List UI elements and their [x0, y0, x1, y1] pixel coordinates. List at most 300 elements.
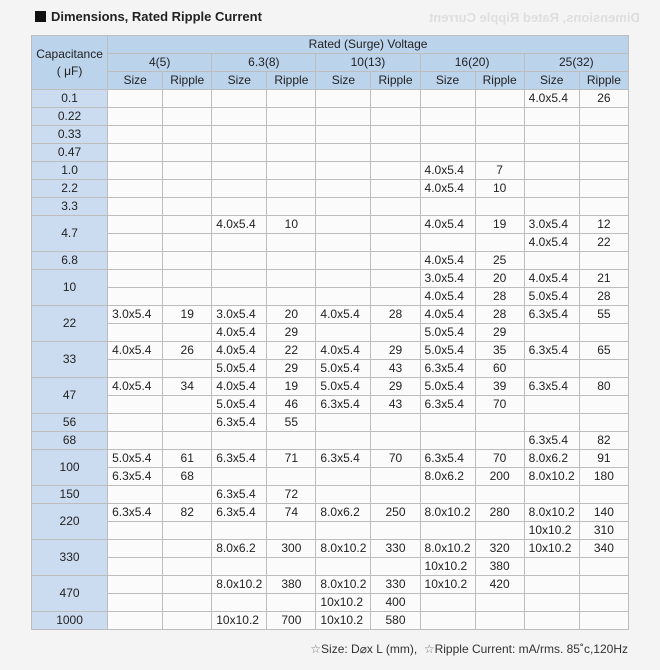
ripple-header: Ripple	[163, 72, 212, 90]
size-cell	[316, 162, 371, 180]
ripple-cell	[267, 288, 316, 306]
size-cell	[108, 360, 163, 378]
ripple-cell: 55	[267, 414, 316, 432]
size-cell: 4.0x5.4	[316, 342, 371, 360]
size-cell	[212, 162, 267, 180]
ripple-cell	[371, 144, 420, 162]
capacitance-cell: 2.2	[32, 180, 108, 198]
size-cell: 4.0x5.4	[420, 288, 475, 306]
size-cell	[524, 126, 579, 144]
size-cell	[212, 468, 267, 486]
ripple-cell	[371, 558, 420, 576]
ripple-cell	[163, 540, 212, 558]
ripple-cell: 200	[475, 468, 524, 486]
size-note: Size: D⌀x L (mm),	[321, 642, 418, 656]
ripple-cell: 140	[579, 504, 628, 522]
table-row	[32, 396, 629, 414]
size-cell: 4.0x5.4	[524, 270, 579, 288]
size-cell: 5.0x5.4	[316, 378, 371, 396]
size-cell: 10x10.2	[316, 612, 371, 630]
size-cell: 3.0x5.4	[212, 306, 267, 324]
size-cell: 4.0x5.4	[316, 306, 371, 324]
ripple-cell	[267, 198, 316, 216]
ripple-cell: 180	[579, 468, 628, 486]
size-cell	[108, 288, 163, 306]
ripple-cell	[579, 324, 628, 342]
ripple-cell: 380	[267, 576, 316, 594]
ripple-cell: 82	[579, 432, 628, 450]
size-cell: 10x10.2	[316, 594, 371, 612]
ripple-cell: 61	[163, 450, 212, 468]
size-cell	[212, 90, 267, 108]
table-row	[32, 576, 629, 594]
size-cell: 4.0x5.4	[420, 180, 475, 198]
ripple-cell	[475, 234, 524, 252]
dimensions-ripple-table	[31, 35, 629, 630]
ripple-cell: 70	[475, 450, 524, 468]
size-cell	[316, 180, 371, 198]
table-row	[32, 90, 629, 108]
ripple-header: Ripple	[267, 72, 316, 90]
ripple-cell: 700	[267, 612, 316, 630]
ripple-cell	[579, 198, 628, 216]
size-cell	[212, 144, 267, 162]
ripple-cell: 28	[579, 288, 628, 306]
capacitance-cell: 330	[32, 540, 108, 576]
table-row	[32, 216, 629, 234]
size-cell	[420, 486, 475, 504]
size-cell	[316, 486, 371, 504]
ripple-cell	[579, 180, 628, 198]
ripple-cell	[163, 144, 212, 162]
size-cell	[420, 612, 475, 630]
table-row	[32, 270, 629, 288]
ripple-cell: 55	[579, 306, 628, 324]
size-cell	[524, 414, 579, 432]
ripple-cell: 29	[371, 378, 420, 396]
ripple-cell	[371, 270, 420, 288]
size-cell: 4.0x5.4	[420, 306, 475, 324]
size-cell: 3.0x5.4	[108, 306, 163, 324]
size-cell: 6.3x5.4	[212, 414, 267, 432]
ripple-cell	[163, 558, 212, 576]
rated-voltage-header: Rated (Surge) Voltage	[108, 36, 629, 54]
size-cell: 5.0x5.4	[420, 378, 475, 396]
size-cell	[524, 360, 579, 378]
ripple-cell: 340	[579, 540, 628, 558]
size-cell	[316, 90, 371, 108]
size-cell	[316, 432, 371, 450]
ripple-cell	[267, 162, 316, 180]
table-row	[32, 378, 629, 396]
size-cell	[108, 162, 163, 180]
ripple-cell	[371, 180, 420, 198]
ripple-cell	[267, 180, 316, 198]
size-cell: 8.0x6.2	[420, 468, 475, 486]
size-cell: 4.0x5.4	[420, 162, 475, 180]
size-cell	[108, 144, 163, 162]
ripple-cell	[163, 180, 212, 198]
size-cell: 6.3x5.4	[108, 504, 163, 522]
size-header: Size	[316, 72, 371, 90]
size-cell	[108, 576, 163, 594]
capacitance-cell: 220	[32, 504, 108, 540]
ripple-cell: 29	[267, 324, 316, 342]
ripple-cell: 60	[475, 360, 524, 378]
capacitance-cell: 22	[32, 306, 108, 342]
capacitance-cell: 10	[32, 270, 108, 306]
size-cell	[108, 558, 163, 576]
size-cell: 8.0x10.2	[316, 576, 371, 594]
size-cell	[524, 252, 579, 270]
ripple-cell	[163, 612, 212, 630]
size-cell	[316, 522, 371, 540]
ripple-cell	[475, 90, 524, 108]
size-cell: 6.3x5.4	[420, 396, 475, 414]
ripple-cell: 28	[475, 306, 524, 324]
size-cell	[524, 144, 579, 162]
size-cell: 6.3x5.4	[316, 396, 371, 414]
table-row	[32, 324, 629, 342]
size-cell	[420, 234, 475, 252]
ripple-cell	[371, 288, 420, 306]
size-cell	[524, 108, 579, 126]
ripple-cell	[163, 594, 212, 612]
table-row	[32, 432, 629, 450]
ripple-cell	[579, 486, 628, 504]
ripple-cell: 19	[267, 378, 316, 396]
ripple-cell	[371, 108, 420, 126]
size-cell	[212, 252, 267, 270]
ripple-cell	[267, 270, 316, 288]
ripple-cell: 68	[163, 468, 212, 486]
ripple-cell	[163, 162, 212, 180]
capacitance-cell: 3.3	[32, 198, 108, 216]
size-cell: 5.0x5.4	[420, 324, 475, 342]
ripple-cell	[163, 522, 212, 540]
ripple-cell	[267, 522, 316, 540]
ripple-cell	[475, 594, 524, 612]
table-row	[32, 342, 629, 360]
ripple-cell: 82	[163, 504, 212, 522]
ripple-header: Ripple	[371, 72, 420, 90]
ripple-cell	[163, 360, 212, 378]
size-cell	[420, 126, 475, 144]
size-cell	[316, 288, 371, 306]
ripple-cell	[163, 216, 212, 234]
size-cell	[524, 324, 579, 342]
ripple-cell	[371, 90, 420, 108]
ripple-cell: 310	[579, 522, 628, 540]
ripple-cell	[475, 612, 524, 630]
ripple-cell	[371, 522, 420, 540]
table-row	[32, 126, 629, 144]
table-row	[32, 594, 629, 612]
size-cell: 6.3x5.4	[524, 378, 579, 396]
ripple-cell: 330	[371, 576, 420, 594]
ripple-cell: 43	[371, 396, 420, 414]
ripple-cell	[371, 198, 420, 216]
ripple-cell	[163, 108, 212, 126]
size-cell: 5.0x5.4	[212, 360, 267, 378]
size-cell	[420, 594, 475, 612]
ripple-cell	[267, 144, 316, 162]
ripple-cell: 70	[371, 450, 420, 468]
capacitance-header-label: Capacitance	[36, 46, 103, 61]
size-cell	[524, 396, 579, 414]
size-cell	[212, 594, 267, 612]
ripple-cell	[371, 486, 420, 504]
table-row	[32, 306, 629, 324]
ripple-cell: 300	[267, 540, 316, 558]
size-cell: 8.0x10.2	[524, 504, 579, 522]
ripple-cell: 12	[579, 216, 628, 234]
size-cell	[108, 126, 163, 144]
voltage-header: 16(20)	[420, 54, 524, 72]
ripple-cell: 22	[267, 342, 316, 360]
table-row	[32, 468, 629, 486]
ripple-cell	[371, 432, 420, 450]
ripple-cell	[371, 252, 420, 270]
capacitance-cell: 6.8	[32, 252, 108, 270]
ripple-cell	[579, 108, 628, 126]
size-cell: 6.3x5.4	[420, 450, 475, 468]
ripple-cell	[579, 360, 628, 378]
ripple-cell: 250	[371, 504, 420, 522]
capacitance-header	[32, 36, 108, 90]
ripple-cell	[475, 198, 524, 216]
ripple-cell	[371, 324, 420, 342]
voltage-header: 4(5)	[108, 54, 212, 72]
size-cell: 8.0x6.2	[524, 450, 579, 468]
ripple-cell	[371, 216, 420, 234]
capacitance-cell: 47	[32, 378, 108, 414]
size-cell	[420, 90, 475, 108]
ripple-cell	[579, 558, 628, 576]
size-cell: 3.0x5.4	[524, 216, 579, 234]
ripple-cell	[267, 90, 316, 108]
ripple-cell: 330	[371, 540, 420, 558]
ripple-cell: 29	[475, 324, 524, 342]
ripple-cell	[163, 90, 212, 108]
size-cell	[108, 414, 163, 432]
size-cell: 8.0x6.2	[316, 504, 371, 522]
size-cell: 10x10.2	[420, 576, 475, 594]
capacitance-cell: 4.7	[32, 216, 108, 252]
size-cell	[212, 288, 267, 306]
ripple-cell: 280	[475, 504, 524, 522]
size-cell	[524, 576, 579, 594]
section-title-text: Dimensions, Rated Ripple Current	[51, 9, 262, 24]
size-cell	[524, 486, 579, 504]
size-cell: 8.0x10.2	[524, 468, 579, 486]
ripple-cell	[163, 396, 212, 414]
size-cell	[212, 432, 267, 450]
ripple-cell: 34	[163, 378, 212, 396]
capacitance-cell: 0.33	[32, 126, 108, 144]
ripple-cell: 420	[475, 576, 524, 594]
size-cell	[316, 216, 371, 234]
size-cell: 6.3x5.4	[316, 450, 371, 468]
size-cell	[108, 396, 163, 414]
table-row	[32, 108, 629, 126]
size-cell	[108, 522, 163, 540]
ripple-cell: 28	[371, 306, 420, 324]
size-cell	[108, 270, 163, 288]
ripple-cell	[371, 234, 420, 252]
size-cell	[108, 594, 163, 612]
ripple-cell	[163, 198, 212, 216]
ripple-cell: 7	[475, 162, 524, 180]
size-cell: 10x10.2	[524, 522, 579, 540]
ripple-cell	[267, 432, 316, 450]
ripple-cell: 21	[579, 270, 628, 288]
ripple-cell: 20	[267, 306, 316, 324]
size-cell: 3.0x5.4	[420, 270, 475, 288]
size-cell: 6.3x5.4	[212, 450, 267, 468]
ripple-cell	[475, 414, 524, 432]
size-cell: 5.0x5.4	[108, 450, 163, 468]
ripple-cell: 43	[371, 360, 420, 378]
ripple-cell	[163, 486, 212, 504]
size-cell: 4.0x5.4	[420, 216, 475, 234]
ripple-cell: 80	[579, 378, 628, 396]
size-cell	[316, 414, 371, 432]
ripple-cell	[579, 612, 628, 630]
size-cell: 6.3x5.4	[212, 486, 267, 504]
ripple-cell	[475, 144, 524, 162]
size-cell	[108, 612, 163, 630]
size-cell	[316, 324, 371, 342]
ripple-cell	[267, 252, 316, 270]
size-cell: 4.0x5.4	[212, 324, 267, 342]
size-cell: 4.0x5.4	[524, 90, 579, 108]
ripple-cell: 29	[371, 342, 420, 360]
capacitance-cell: 1.0	[32, 162, 108, 180]
size-cell: 5.0x5.4	[524, 288, 579, 306]
size-cell	[212, 234, 267, 252]
ripple-cell	[267, 558, 316, 576]
ripple-cell: 19	[163, 306, 212, 324]
voltage-header: 6.3(8)	[212, 54, 316, 72]
size-cell	[212, 270, 267, 288]
size-cell: 6.3x5.4	[524, 342, 579, 360]
size-header: Size	[524, 72, 579, 90]
size-cell	[108, 324, 163, 342]
size-cell	[108, 216, 163, 234]
ripple-cell	[371, 468, 420, 486]
table-row	[32, 522, 629, 540]
table-row	[32, 486, 629, 504]
ripple-cell	[267, 468, 316, 486]
size-cell	[420, 432, 475, 450]
table-row	[32, 414, 629, 432]
size-cell: 8.0x10.2	[316, 540, 371, 558]
ripple-cell	[475, 522, 524, 540]
ripple-header: Ripple	[475, 72, 524, 90]
capacitance-cell: 0.22	[32, 108, 108, 126]
ripple-cell	[371, 126, 420, 144]
size-cell	[316, 144, 371, 162]
table-body	[32, 90, 629, 630]
size-cell	[108, 108, 163, 126]
ripple-cell	[267, 234, 316, 252]
table-row	[32, 144, 629, 162]
capacitance-cell: 150	[32, 486, 108, 504]
ripple-note: Ripple Current: mA/rms. 85˚c,120Hz	[434, 642, 628, 656]
size-cell	[108, 486, 163, 504]
ripple-cell	[163, 252, 212, 270]
size-cell	[108, 180, 163, 198]
size-cell: 6.3x5.4	[524, 432, 579, 450]
ripple-cell: 70	[475, 396, 524, 414]
size-cell	[420, 144, 475, 162]
ripple-cell	[163, 576, 212, 594]
size-cell	[524, 180, 579, 198]
ripple-cell: 91	[579, 450, 628, 468]
ripple-cell: 22	[579, 234, 628, 252]
size-cell	[108, 432, 163, 450]
ripple-cell	[579, 594, 628, 612]
section-title	[35, 9, 262, 24]
size-cell	[420, 522, 475, 540]
size-cell: 6.3x5.4	[420, 360, 475, 378]
ripple-cell: 26	[579, 90, 628, 108]
size-cell	[316, 558, 371, 576]
ripple-cell	[371, 414, 420, 432]
size-header: Size	[420, 72, 475, 90]
size-cell: 4.0x5.4	[524, 234, 579, 252]
size-cell: 10x10.2	[212, 612, 267, 630]
size-cell	[316, 198, 371, 216]
size-cell	[212, 198, 267, 216]
ripple-cell	[475, 126, 524, 144]
ripple-cell	[163, 432, 212, 450]
capacitance-cell: 0.1	[32, 90, 108, 108]
table-row	[32, 612, 629, 630]
capacitance-cell: 0.47	[32, 144, 108, 162]
size-cell: 8.0x10.2	[212, 576, 267, 594]
ripple-cell: 39	[475, 378, 524, 396]
table-row	[32, 198, 629, 216]
size-cell	[212, 180, 267, 198]
ripple-cell: 72	[267, 486, 316, 504]
table-row	[32, 288, 629, 306]
size-cell	[316, 270, 371, 288]
ripple-cell	[579, 396, 628, 414]
ripple-cell	[579, 414, 628, 432]
ripple-cell: 19	[475, 216, 524, 234]
size-cell	[524, 198, 579, 216]
size-cell: 4.0x5.4	[108, 342, 163, 360]
size-cell	[316, 468, 371, 486]
ripple-cell: 29	[267, 360, 316, 378]
size-cell	[212, 108, 267, 126]
size-cell	[108, 252, 163, 270]
ripple-cell: 65	[579, 342, 628, 360]
ripple-cell	[267, 108, 316, 126]
size-cell	[524, 612, 579, 630]
ripple-cell	[267, 126, 316, 144]
size-cell: 8.0x6.2	[212, 540, 267, 558]
table-row	[32, 162, 629, 180]
size-cell	[316, 126, 371, 144]
ripple-cell	[267, 594, 316, 612]
ripple-cell: 580	[371, 612, 420, 630]
ripple-cell: 10	[267, 216, 316, 234]
size-cell	[212, 522, 267, 540]
size-cell: 5.0x5.4	[420, 342, 475, 360]
